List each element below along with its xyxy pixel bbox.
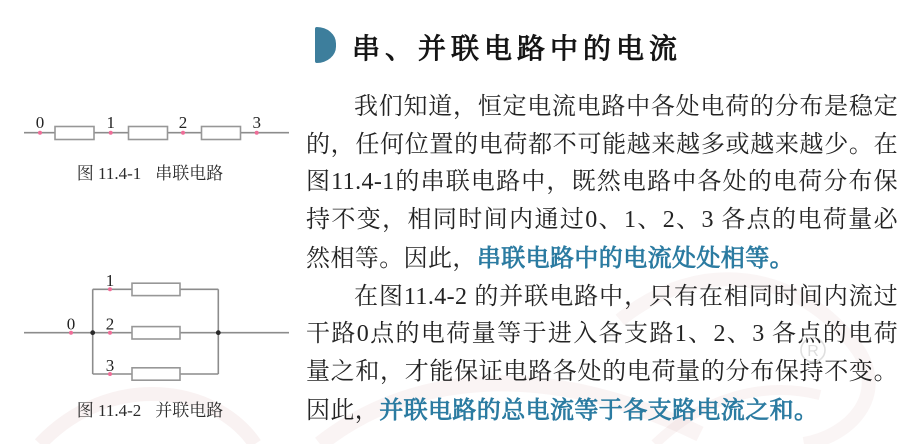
parallel-node-label-0: 0 [66,314,76,334]
section-marker-icon [315,27,336,63]
series-resistor-2 [129,127,168,140]
paragraph-series-emphasis: 串联电路中的电流处处相等。 [476,244,795,272]
series-circuit-figure [0,95,300,155]
parallel-junction-dot-left [90,330,95,335]
series-caption-title: 串联电路 [155,164,224,183]
series-caption-number: 图 11.4-1 [76,164,142,183]
parallel-node-label-2: 2 [105,314,115,334]
series-resistor-1 [55,127,94,140]
parallel-caption-title: 并联电路 [155,401,224,420]
parallel-node-label-1: 1 [105,271,115,290]
paragraph-parallel-emphasis: 并联电路的总电流等于各支路电流之和。 [379,396,819,424]
parallel-resistor-3 [132,368,180,380]
parallel-figure-caption [0,400,300,422]
parallel-resistor-2 [132,327,180,339]
parallel-caption-number: 图 11.4-2 [76,401,142,420]
series-node-label-2: 2 [178,113,188,132]
section-title: 串、并联电路中的电流 [352,33,683,64]
parallel-resistor-1 [132,283,180,295]
paragraph-series-text: 我们知道，恒定电流电路中各处电荷的分布是稳定的，任何位置的电荷都不可能越来越多或越来越少。在图11.4-1的串联电路中，既然电路中各处的电荷分布保持不变，相同时间内通过0、1、2、3 各点的电荷量必然相等。因此， [306,94,898,272]
series-resistor-3 [202,127,241,140]
paragraph-parallel-text: 在图11.4-2 的并联电路中，只有在相同时间内流过干路0点的电荷量等于进入各支路1、2、3 各点的电荷量之和，才能保证电路各处的电荷量的分布保持不变。因此， [306,283,898,424]
series-figure-caption [0,163,300,185]
series-node-label-3: 3 [252,113,261,132]
registered-mark-letter: R [807,343,819,360]
parallel-junction-dot-right [216,330,221,335]
paragraph-parallel [306,279,898,431]
parallel-circuit-figure [0,265,300,390]
parallel-node-label-3: 3 [105,356,115,375]
series-node-label-0: 0 [35,113,45,132]
article-text [306,89,898,430]
series-node-label-1: 1 [106,113,115,132]
paragraph-series [306,89,898,279]
